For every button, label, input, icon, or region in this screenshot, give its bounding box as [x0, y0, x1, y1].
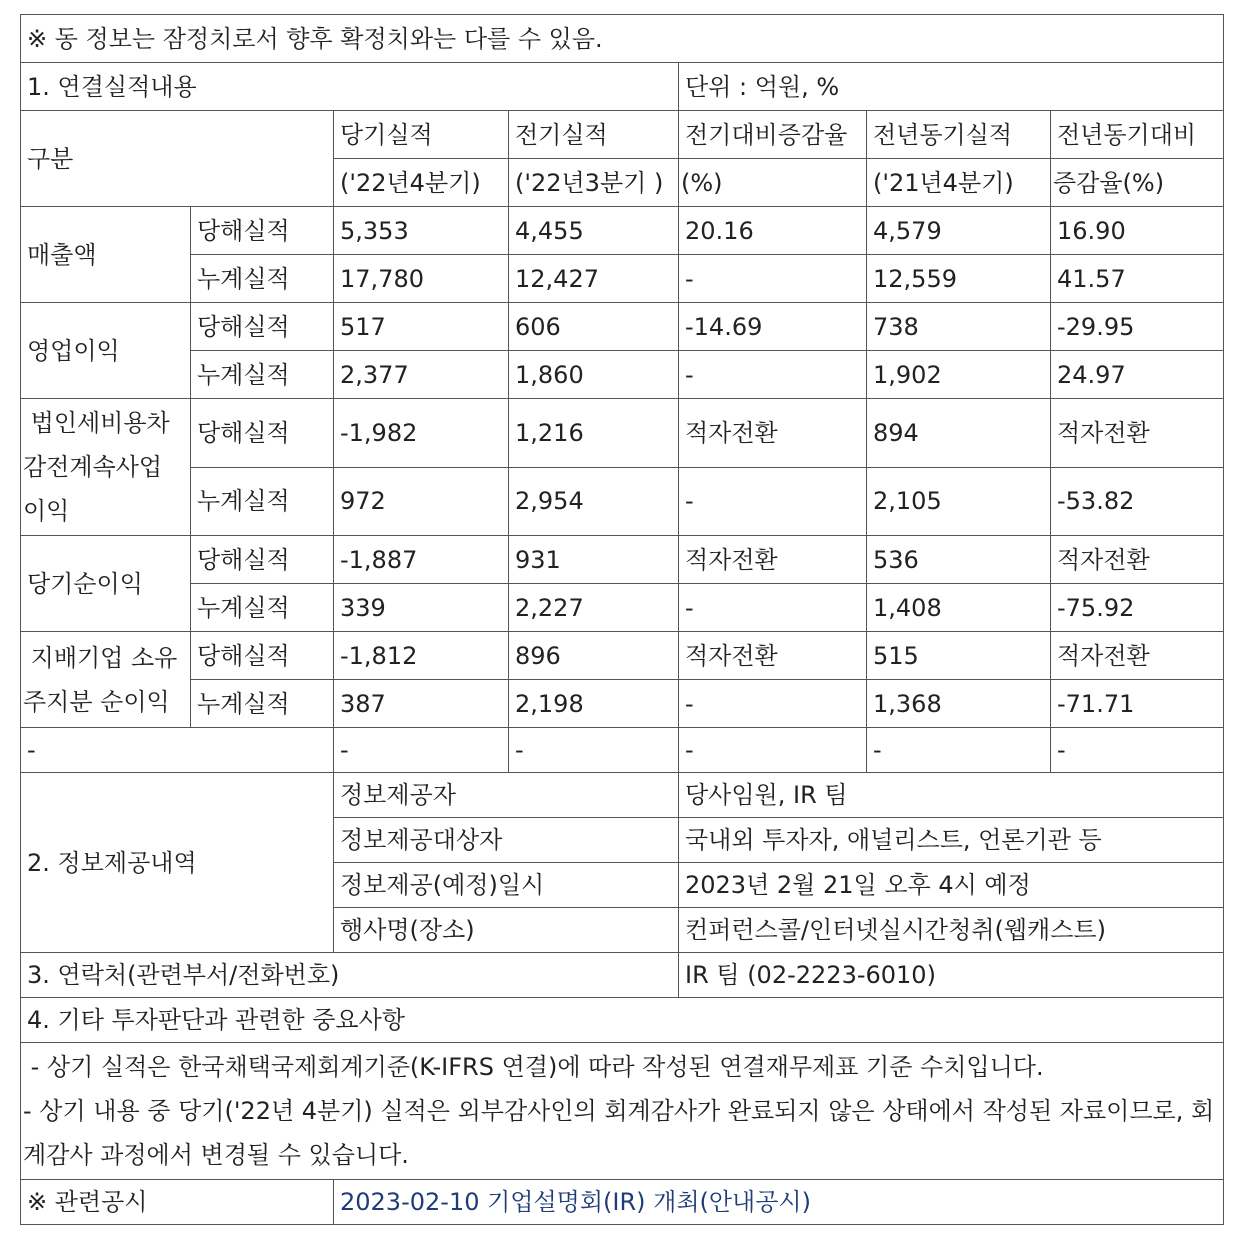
- value-cell: 894: [867, 399, 1051, 468]
- empty-row: [21, 728, 1224, 773]
- revenue-label: 매출액: [21, 207, 191, 303]
- table-row: [21, 351, 1224, 399]
- value-cell: 387: [334, 680, 509, 728]
- table-row: [21, 467, 1224, 536]
- value-cell: 515: [867, 632, 1051, 680]
- related-row: [21, 1180, 1224, 1225]
- controlling-income-label-line: 지배기업 소유: [23, 643, 178, 672]
- pretax-income-label-line: 이익: [23, 497, 70, 525]
- value-cell: -71.71: [1051, 680, 1224, 728]
- dash-cell: -: [867, 728, 1051, 773]
- sub-label-cumulative: 누계실적: [191, 255, 334, 303]
- sub-label-period: 당해실적: [191, 536, 334, 584]
- info-label: 정보제공대상자: [334, 818, 679, 863]
- value-cell: -: [679, 351, 867, 399]
- sub-label-period: 당해실적: [191, 207, 334, 255]
- note-line: - 상기 실적은 한국채택국제회계기준(K-IFRS 연결)에 따라 작성된 연결재무제표 기준 수치입니다.: [23, 1053, 1044, 1081]
- value-cell: -53.82: [1051, 467, 1224, 536]
- value-cell: 2,377: [334, 351, 509, 399]
- table-row: [21, 303, 1224, 351]
- table-row: [21, 255, 1224, 303]
- sub-label-period: 당해실적: [191, 303, 334, 351]
- value-cell: 1,408: [867, 584, 1051, 632]
- value-cell: 적자전환: [1051, 536, 1224, 584]
- notes-cell: [21, 1043, 1224, 1180]
- value-cell: 896: [509, 632, 679, 680]
- info-value: 2023년 2월 21일 오후 4시 예정: [679, 863, 1224, 908]
- sub-label-period: 당해실적: [191, 399, 334, 468]
- value-cell: 738: [867, 303, 1051, 351]
- category-header: 구분: [21, 111, 334, 207]
- value-cell: 972: [334, 467, 509, 536]
- section4-title: 4. 기타 투자판단과 관련한 중요사항: [21, 998, 1224, 1043]
- info-row: [21, 773, 1224, 818]
- value-cell: 적자전환: [679, 632, 867, 680]
- value-cell: 17,780: [334, 255, 509, 303]
- value-cell: 1,368: [867, 680, 1051, 728]
- qoq-header: 전기대비증감율: [679, 111, 867, 159]
- value-cell: -1,982: [334, 399, 509, 468]
- section2-title: 2. 정보제공내역: [21, 773, 334, 953]
- info-value: 컨퍼런스콜/인터넷실시간청취(웹캐스트): [679, 908, 1224, 953]
- controlling-income-label-line: 주지분 순이익: [23, 687, 170, 716]
- current-header: 당기실적: [334, 111, 509, 159]
- value-cell: 2,105: [867, 467, 1051, 536]
- column-header-row-1: [21, 111, 1224, 159]
- related-link[interactable]: 2023-02-10 기업설명회(IR) 개최(안내공시): [334, 1180, 1224, 1225]
- disclosure-table: [20, 14, 1224, 1225]
- value-cell: 536: [867, 536, 1051, 584]
- yoy-period-label: ('21년4분기): [867, 159, 1051, 207]
- qoq-unit-label: (%): [679, 159, 867, 207]
- contact-row: [21, 953, 1224, 998]
- value-cell: 적자전환: [679, 536, 867, 584]
- value-cell: 12,427: [509, 255, 679, 303]
- value-cell: 517: [334, 303, 509, 351]
- info-value: 당사임원, IR 팀: [679, 773, 1224, 818]
- table-row: [21, 632, 1224, 680]
- table-row: [21, 399, 1224, 468]
- value-cell: -: [679, 255, 867, 303]
- info-label: 정보제공자: [334, 773, 679, 818]
- value-cell: 2,227: [509, 584, 679, 632]
- value-cell: 20.16: [679, 207, 867, 255]
- notice-text: ※ 동 정보는 잠정치로서 향후 확정치와는 다를 수 있음.: [21, 15, 1224, 63]
- info-value: 국내외 투자자, 애널리스트, 언론기관 등: [679, 818, 1224, 863]
- sub-label-period: 당해실적: [191, 632, 334, 680]
- value-cell: 1,216: [509, 399, 679, 468]
- info-label: 행사명(장소): [334, 908, 679, 953]
- value-cell: 4,579: [867, 207, 1051, 255]
- value-cell: 2,198: [509, 680, 679, 728]
- value-cell: -: [679, 584, 867, 632]
- table-row: [21, 536, 1224, 584]
- value-cell: -1,887: [334, 536, 509, 584]
- table-row: [21, 207, 1224, 255]
- previous-header: 전기실적: [509, 111, 679, 159]
- section4-notes-row: [21, 1043, 1224, 1180]
- net-income-label: 당기순이익: [21, 536, 191, 632]
- value-cell: -29.95: [1051, 303, 1224, 351]
- value-cell: 4,455: [509, 207, 679, 255]
- note-line: - 상기 내용 중 당기('22년 4분기) 실적은 외부감사인의 회계감사가 완료되지 않은 상태에서 작성된 자료이므로, 회계감사 과정에서 변경될 수 있습니다.: [23, 1097, 1215, 1169]
- notice-row: [21, 15, 1224, 63]
- value-cell: 5,353: [334, 207, 509, 255]
- yoy-unit-label: 증감율(%): [1051, 159, 1224, 207]
- dash-cell: -: [21, 728, 334, 773]
- pretax-income-label: [21, 399, 191, 536]
- dash-cell: -: [1051, 728, 1224, 773]
- value-cell: 적자전환: [679, 399, 867, 468]
- sub-label-cumulative: 누계실적: [191, 351, 334, 399]
- value-cell: 606: [509, 303, 679, 351]
- pretax-income-label-line: 법인세비용차: [23, 409, 170, 437]
- info-label: 정보제공(예정)일시: [334, 863, 679, 908]
- value-cell: -1,812: [334, 632, 509, 680]
- value-cell: -75.92: [1051, 584, 1224, 632]
- dash-cell: -: [334, 728, 509, 773]
- unit-label: 단위 : 억원, %: [679, 63, 1224, 111]
- section4-header-row: [21, 998, 1224, 1043]
- table-row: [21, 584, 1224, 632]
- value-cell: 1,902: [867, 351, 1051, 399]
- section1-title: 1. 연결실적내용: [21, 63, 679, 111]
- value-cell: -14.69: [679, 303, 867, 351]
- table-row: [21, 680, 1224, 728]
- yoy-header: 전년동기대비: [1051, 111, 1224, 159]
- dash-cell: -: [679, 728, 867, 773]
- value-cell: 16.90: [1051, 207, 1224, 255]
- value-cell: 적자전환: [1051, 399, 1224, 468]
- controlling-income-label: [21, 632, 191, 728]
- related-label: ※ 관련공시: [21, 1180, 334, 1225]
- section3-title: 3. 연락처(관련부서/전화번호): [21, 953, 679, 998]
- value-cell: 339: [334, 584, 509, 632]
- value-cell: 2,954: [509, 467, 679, 536]
- value-cell: 24.97: [1051, 351, 1224, 399]
- sub-label-cumulative: 누계실적: [191, 680, 334, 728]
- value-cell: 12,559: [867, 255, 1051, 303]
- value-cell: 931: [509, 536, 679, 584]
- value-cell: 1,860: [509, 351, 679, 399]
- contact-value: IR 팀 (02-2223-6010): [679, 953, 1224, 998]
- sub-label-cumulative: 누계실적: [191, 467, 334, 536]
- sub-label-cumulative: 누계실적: [191, 584, 334, 632]
- value-cell: 적자전환: [1051, 632, 1224, 680]
- pretax-income-label-line: 감전계속사업: [23, 453, 163, 481]
- value-cell: -: [679, 467, 867, 536]
- current-period-label: ('22년4분기): [334, 159, 509, 207]
- section1-header-row: [21, 63, 1224, 111]
- previous-period-label: ('22년3분기 ): [509, 159, 679, 207]
- value-cell: -: [679, 680, 867, 728]
- dash-cell: -: [509, 728, 679, 773]
- value-cell: 41.57: [1051, 255, 1224, 303]
- operating-income-label: 영업이익: [21, 303, 191, 399]
- yoy-result-header: 전년동기실적: [867, 111, 1051, 159]
